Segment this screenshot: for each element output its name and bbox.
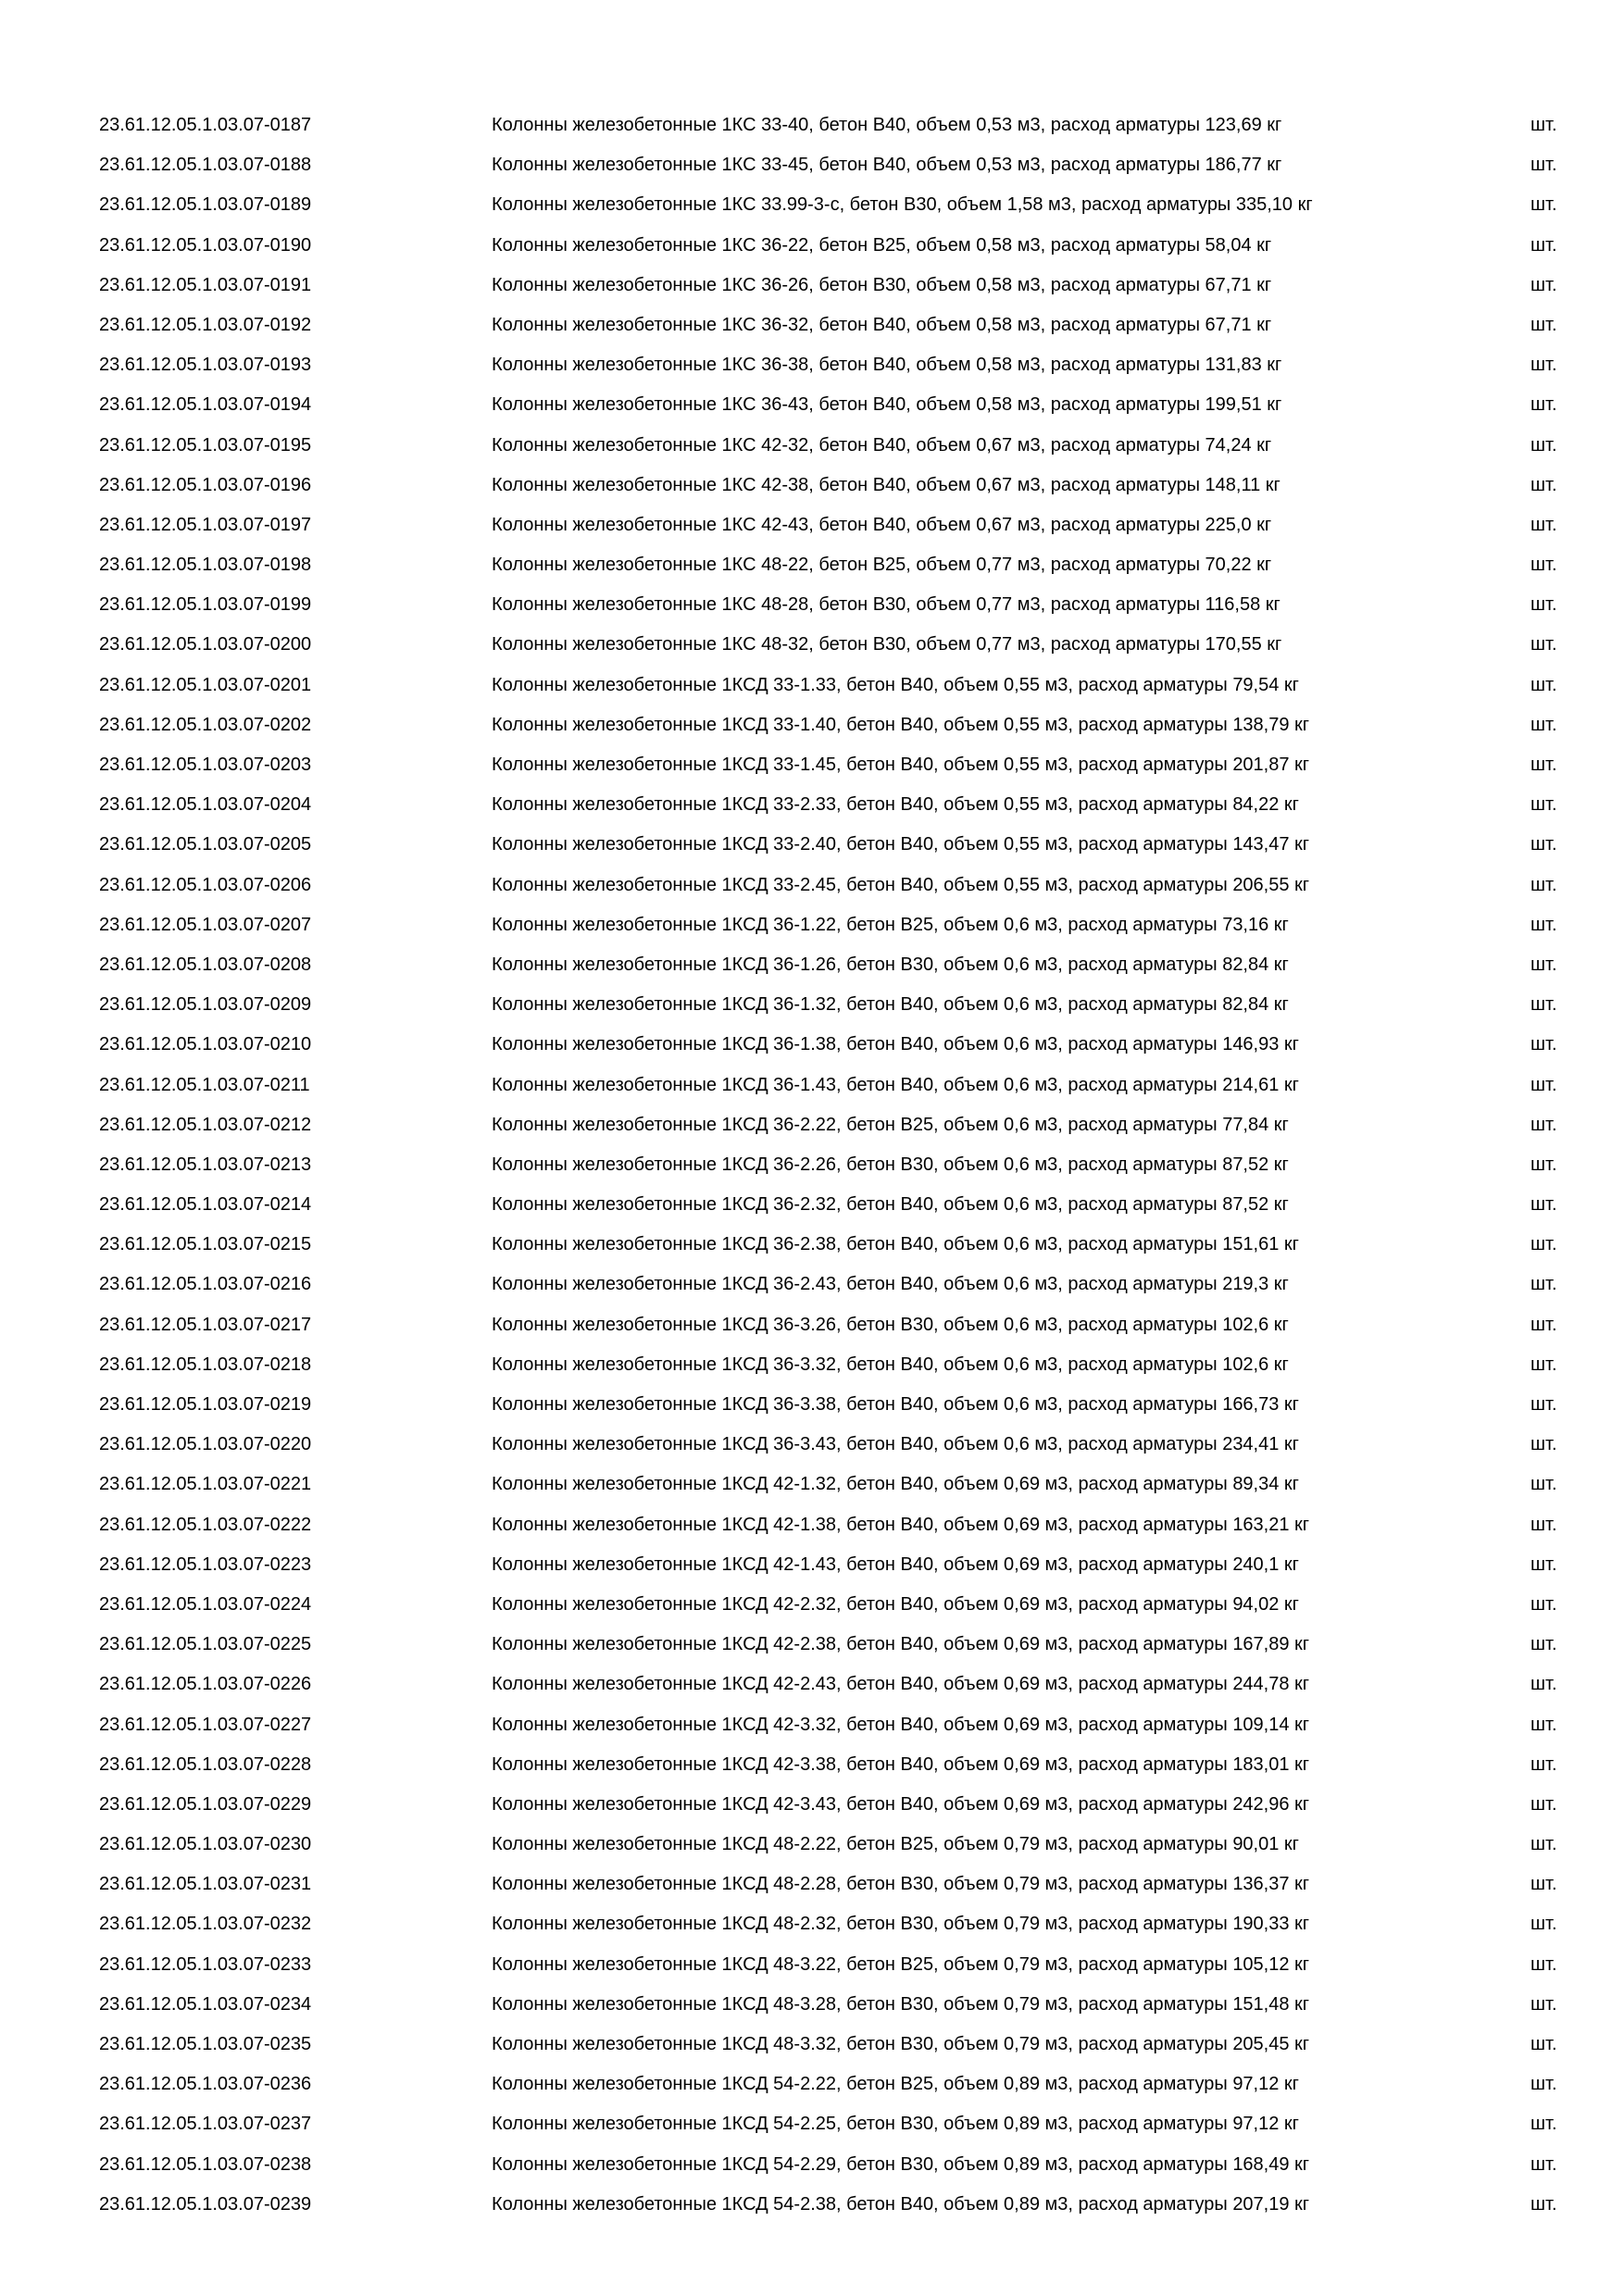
unit-of-measure: шт. [1530,994,1557,1016]
resource-code: 23.61.12.05.1.03.07-0239 [99,2193,312,2215]
table-row [0,1105,1624,1145]
resource-code: 23.61.12.05.1.03.07-0216 [99,1274,312,1295]
resource-code: 23.61.12.05.1.03.07-0233 [99,1953,312,1975]
unit-of-measure: шт. [1530,115,1557,135]
resource-name: Колонны железобетонные 1КС 42-32, бетон В40, объем 0,67 м3, расход арматуры 74,24 кг [492,434,1272,455]
resource-name: Колонны железобетонные 1КСД 36-1.32, бетон В40, объем 0,6 м3, расход арматуры 82,84 кг [492,994,1289,1016]
resource-code: 23.61.12.05.1.03.07-0235 [99,2034,312,2054]
resource-code: 23.61.12.05.1.03.07-0209 [99,994,312,1016]
table-row [0,345,1624,385]
unit-of-measure: шт. [1530,1914,1557,1935]
unit-of-measure: шт. [1530,1554,1557,1575]
unit-of-measure: шт. [1530,874,1557,895]
table-row [0,466,1624,505]
resource-code: 23.61.12.05.1.03.07-0189 [99,194,312,216]
resource-name: Колонны железобетонные 1КСД 33-2.33, бетон В40, объем 0,55 м3, расход арматуры 84,22 кг [492,794,1299,816]
table-row [0,226,1624,266]
unit-of-measure: шт. [1530,1434,1557,1455]
resource-name: Колонны железобетонные 1КСД 36-3.43, бетон В40, объем 0,6 м3, расход арматуры 234,41 кг [492,1434,1299,1455]
unit-of-measure: шт. [1530,1154,1557,1175]
unit-of-measure: шт. [1530,1074,1557,1095]
table-row [0,1985,1624,2025]
resource-name: Колонны железобетонные 1КС 36-26, бетон В30, объем 0,58 м3, расход арматуры 67,71 кг [492,274,1272,295]
table-row [0,1505,1624,1545]
unit-of-measure: шт. [1530,2193,1557,2215]
resource-code: 23.61.12.05.1.03.07-0218 [99,1354,312,1375]
resource-name: Колонны железобетонные 1КСД 33-2.40, бетон В40, объем 0,55 м3, расход арматуры 143,47 кг [492,834,1310,855]
table-row [0,1904,1624,1944]
resource-code: 23.61.12.05.1.03.07-0238 [99,2153,312,2175]
table-row [0,1785,1624,1825]
resource-name: Колонны железобетонные 1КС 36-43, бетон В40, объем 0,58 м3, расход арматуры 199,51 кг [492,394,1282,416]
unit-of-measure: шт. [1530,1514,1557,1535]
resource-name: Колонны железобетонные 1КС 42-38, бетон В40, объем 0,67 м3, расход арматуры 148,11 кг [492,474,1280,495]
resource-name: Колонны железобетонные 1КСД 48-3.28, бетон В30, объем 0,79 м3, расход арматуры 151,48 кг [492,1993,1310,2015]
unit-of-measure: шт. [1530,755,1557,775]
table-row [0,825,1624,865]
resource-code: 23.61.12.05.1.03.07-0230 [99,1834,312,1855]
table-row [0,505,1624,545]
resource-name: Колонны железобетонные 1КСД 42-3.43, бетон В40, объем 0,69 м3, расход арматуры 242,96 кг [492,1793,1310,1815]
unit-of-measure: шт. [1530,555,1557,576]
resource-name: Колонны железобетонные 1КСД 36-2.43, бетон В40, объем 0,6 м3, расход арматуры 219,3 кг [492,1274,1289,1295]
unit-of-measure: шт. [1530,434,1557,455]
unit-of-measure: шт. [1530,314,1557,335]
table-row [0,1825,1624,1865]
resource-name: Колонны железобетонные 1КСД 42-2.38, бетон В40, объем 0,69 м3, расход арматуры 167,89 кг [492,1634,1310,1655]
table-row [0,1665,1624,1704]
resource-name: Колонны железобетонные 1КС 33-45, бетон В40, объем 0,53 м3, расход арматуры 186,77 кг [492,155,1282,176]
resource-code: 23.61.12.05.1.03.07-0193 [99,355,312,376]
resource-name: Колонны железобетонные 1КСД 36-1.38, бетон В40, объем 0,6 м3, расход арматуры 146,93 кг [492,1034,1299,1055]
unit-of-measure: шт. [1530,1354,1557,1375]
resource-name: Колонны железобетонные 1КСД 33-1.33, бетон В40, объем 0,55 м3, расход арматуры 79,54 кг [492,674,1299,695]
unit-of-measure: шт. [1530,274,1557,295]
unit-of-measure: шт. [1530,634,1557,655]
resource-name: Колонны железобетонные 1КСД 36-3.26, бетон В30, объем 0,6 м3, расход арматуры 102,6 кг [492,1314,1289,1335]
resource-name: Колонны железобетонные 1КС 48-22, бетон В25, объем 0,77 м3, расход арматуры 70,22 кг [492,555,1272,576]
resource-name: Колонны железобетонные 1КСД 36-2.32, бетон В40, объем 0,6 м3, расход арматуры 87,52 кг [492,1194,1289,1216]
resource-code: 23.61.12.05.1.03.07-0210 [99,1034,312,1055]
resource-name: Колонны железобетонные 1КСД 42-2.43, бетон В40, объем 0,69 м3, расход арматуры 244,78 кг [492,1674,1310,1695]
resource-code: 23.61.12.05.1.03.07-0190 [99,234,312,256]
resource-name: Колонны железобетонные 1КСД 33-1.45, бетон В40, объем 0,55 м3, расход арматуры 201,87 кг [492,755,1310,775]
resource-name: Колонны железобетонные 1КСД 42-1.32, бетон В40, объем 0,69 м3, расход арматуры 89,34 кг [492,1474,1299,1495]
table-row [0,266,1624,306]
resource-code: 23.61.12.05.1.03.07-0234 [99,1993,312,2015]
resource-code: 23.61.12.05.1.03.07-0200 [99,634,312,655]
unit-of-measure: шт. [1530,474,1557,495]
resource-code: 23.61.12.05.1.03.07-0199 [99,594,312,616]
resource-code: 23.61.12.05.1.03.07-0195 [99,434,312,455]
resource-name: Колонны железобетонные 1КСД 48-2.28, бетон В30, объем 0,79 м3, расход арматуры 136,37 кг [492,1874,1310,1895]
resource-name: Колонны железобетонные 1КСД 48-3.22, бетон В25, объем 0,79 м3, расход арматуры 105,12 кг [492,1953,1310,1975]
resource-name: Колонны железобетонные 1КСД 54-2.38, бетон В40, объем 0,89 м3, расход арматуры 207,19 кг [492,2193,1310,2215]
unit-of-measure: шт. [1530,914,1557,935]
table-row [0,745,1624,785]
resource-code: 23.61.12.05.1.03.07-0196 [99,474,312,495]
table-row [0,1625,1624,1665]
table-row [0,426,1624,466]
table-row [0,385,1624,425]
table-row [0,785,1624,825]
resource-code: 23.61.12.05.1.03.07-0204 [99,794,312,816]
resource-code: 23.61.12.05.1.03.07-0211 [99,1074,310,1095]
resource-code: 23.61.12.05.1.03.07-0223 [99,1554,312,1575]
table-row [0,1025,1624,1065]
resource-name: Колонны железобетонные 1КСД 33-2.45, бетон В40, объем 0,55 м3, расход арматуры 206,55 кг [492,874,1310,895]
table-row [0,705,1624,745]
resource-code: 23.61.12.05.1.03.07-0224 [99,1593,312,1615]
resource-code: 23.61.12.05.1.03.07-0222 [99,1514,312,1535]
unit-of-measure: шт. [1530,2153,1557,2175]
resource-code: 23.61.12.05.1.03.07-0231 [99,1874,312,1895]
resource-code: 23.61.12.05.1.03.07-0213 [99,1154,312,1175]
table-row [0,2185,1624,2225]
table-row [0,1185,1624,1225]
unit-of-measure: шт. [1530,2034,1557,2054]
price-list-table [0,106,1624,2225]
resource-code: 23.61.12.05.1.03.07-0188 [99,155,312,176]
resource-name: Колонны железобетонные 1КСД 36-1.22, бетон В25, объем 0,6 м3, расход арматуры 73,16 кг [492,914,1289,935]
resource-name: Колонны железобетонные 1КСД 54-2.29, бетон В30, объем 0,89 м3, расход арматуры 168,49 кг [492,2153,1310,2175]
resource-name: Колонны железобетонные 1КСД 42-1.38, бетон В40, объем 0,69 м3, расход арматуры 163,21 кг [492,1514,1310,1535]
table-row [0,666,1624,705]
unit-of-measure: шт. [1530,1034,1557,1055]
unit-of-measure: шт. [1530,1674,1557,1695]
resource-name: Колонны железобетонные 1КСД 36-2.22, бетон В25, объем 0,6 м3, расход арматуры 77,84 кг [492,1114,1289,1135]
resource-code: 23.61.12.05.1.03.07-0198 [99,555,312,576]
unit-of-measure: шт. [1530,1593,1557,1615]
resource-code: 23.61.12.05.1.03.07-0206 [99,874,312,895]
table-row [0,985,1624,1025]
table-row [0,545,1624,585]
resource-name: Колонны железобетонные 1КС 33.99-3-с, бетон В30, объем 1,58 м3, расход арматуры 335,10 кг [492,194,1313,216]
table-row [0,1385,1624,1425]
unit-of-measure: шт. [1530,355,1557,376]
unit-of-measure: шт. [1530,1234,1557,1255]
table-row [0,306,1624,345]
resource-code: 23.61.12.05.1.03.07-0191 [99,274,312,295]
table-row [0,1265,1624,1304]
table-row [0,1225,1624,1265]
resource-name: Колонны железобетонные 1КСД 54-2.22, бетон В25, объем 0,89 м3, расход арматуры 97,12 кг [492,2074,1299,2095]
table-row [0,1066,1624,1105]
resource-code: 23.61.12.05.1.03.07-0221 [99,1474,312,1495]
resource-code: 23.61.12.05.1.03.07-0236 [99,2074,312,2095]
resource-name: Колонны железобетонные 1КСД 48-2.32, бетон В30, объем 0,79 м3, расход арматуры 190,33 кг [492,1914,1310,1935]
resource-name: Колонны железобетонные 1КС 42-43, бетон В40, объем 0,67 м3, расход арматуры 225,0 кг [492,514,1272,535]
resource-code: 23.61.12.05.1.03.07-0237 [99,2114,312,2135]
resource-code: 23.61.12.05.1.03.07-0232 [99,1914,312,1935]
table-row [0,1545,1624,1585]
resource-code: 23.61.12.05.1.03.07-0227 [99,1714,312,1735]
table-row [0,1945,1624,1985]
table-row [0,905,1624,945]
table-row [0,1585,1624,1625]
unit-of-measure: шт. [1530,1194,1557,1216]
resource-name: Колонны железобетонные 1КСД 42-3.32, бетон В40, объем 0,69 м3, расход арматуры 109,14 кг [492,1714,1310,1735]
table-row [0,2145,1624,2185]
unit-of-measure: шт. [1530,1314,1557,1335]
resource-name: Колонны железобетонные 1КСД 36-2.26, бетон В30, объем 0,6 м3, расход арматуры 87,52 кг [492,1154,1289,1175]
resource-name: Колонны железобетонные 1КСД 36-3.32, бетон В40, объем 0,6 м3, расход арматуры 102,6 кг [492,1354,1289,1375]
table-row [0,1305,1624,1345]
unit-of-measure: шт. [1530,1474,1557,1495]
unit-of-measure: шт. [1530,714,1557,735]
table-row [0,1145,1624,1185]
unit-of-measure: шт. [1530,2074,1557,2095]
resource-name: Колонны железобетонные 1КСД 36-2.38, бетон В40, объем 0,6 м3, расход арматуры 151,61 кг [492,1234,1299,1255]
resource-code: 23.61.12.05.1.03.07-0214 [99,1194,312,1216]
resource-name: Колонны железобетонные 1КСД 36-1.43, бетон В40, объем 0,6 м3, расход арматуры 214,61 кг [492,1074,1299,1095]
resource-code: 23.61.12.05.1.03.07-0205 [99,834,312,855]
table-row [0,585,1624,625]
resource-code: 23.61.12.05.1.03.07-0201 [99,674,312,695]
resource-code: 23.61.12.05.1.03.07-0219 [99,1394,312,1415]
unit-of-measure: шт. [1530,1274,1557,1295]
table-row [0,1425,1624,1465]
unit-of-measure: шт. [1530,394,1557,416]
resource-code: 23.61.12.05.1.03.07-0202 [99,714,312,735]
unit-of-measure: шт. [1530,1953,1557,1975]
resource-name: Колонны железобетонные 1КС 48-32, бетон В30, объем 0,77 м3, расход арматуры 170,55 кг [492,634,1282,655]
resource-name: Колонны железобетонные 1КС 36-38, бетон В40, объем 0,58 м3, расход арматуры 131,83 кг [492,355,1282,376]
unit-of-measure: шт. [1530,594,1557,616]
resource-code: 23.61.12.05.1.03.07-0203 [99,755,312,775]
unit-of-measure: шт. [1530,674,1557,695]
resource-code: 23.61.12.05.1.03.07-0208 [99,954,312,975]
resource-name: Колонны железобетонные 1КСД 48-2.22, бетон В25, объем 0,79 м3, расход арматуры 90,01 кг [492,1834,1299,1855]
table-row [0,2065,1624,2104]
unit-of-measure: шт. [1530,794,1557,816]
unit-of-measure: шт. [1530,1874,1557,1895]
table-row [0,145,1624,185]
table-row [0,106,1624,145]
unit-of-measure: шт. [1530,1753,1557,1775]
table-row [0,185,1624,225]
resource-name: Колонны железобетонные 1КСД 36-3.38, бетон В40, объем 0,6 м3, расход арматуры 166,73 кг [492,1394,1299,1415]
unit-of-measure: шт. [1530,2114,1557,2135]
unit-of-measure: шт. [1530,1634,1557,1655]
resource-name: Колонны железобетонные 1КСД 33-1.40, бетон В40, объем 0,55 м3, расход арматуры 138,79 кг [492,714,1310,735]
resource-name: Колонны железобетонные 1КСД 42-3.38, бетон В40, объем 0,69 м3, расход арматуры 183,01 кг [492,1753,1310,1775]
unit-of-measure: шт. [1530,1394,1557,1415]
table-row [0,1865,1624,1904]
table-row [0,1705,1624,1745]
resource-name: Колонны железобетонные 1КС 48-28, бетон В30, объем 0,77 м3, расход арматуры 116,58 кг [492,594,1280,616]
resource-code: 23.61.12.05.1.03.07-0215 [99,1234,312,1255]
unit-of-measure: шт. [1530,514,1557,535]
unit-of-measure: шт. [1530,194,1557,216]
unit-of-measure: шт. [1530,1793,1557,1815]
resource-name: Колонны железобетонные 1КСД 42-1.43, бетон В40, объем 0,69 м3, расход арматуры 240,1 кг [492,1554,1299,1575]
table-row [0,1745,1624,1785]
resource-name: Колонны железобетонные 1КСД 48-3.32, бетон В30, объем 0,79 м3, расход арматуры 205,45 кг [492,2034,1310,2054]
resource-name: Колонны железобетонные 1КСД 54-2.25, бетон В30, объем 0,89 м3, расход арматуры 97,12 кг [492,2114,1299,2135]
resource-code: 23.61.12.05.1.03.07-0192 [99,314,312,335]
resource-code: 23.61.12.05.1.03.07-0220 [99,1434,312,1455]
unit-of-measure: шт. [1530,155,1557,176]
resource-name: Колонны железобетонные 1КС 36-22, бетон В25, объем 0,58 м3, расход арматуры 58,04 кг [492,234,1272,256]
resource-code: 23.61.12.05.1.03.07-0226 [99,1674,312,1695]
resource-code: 23.61.12.05.1.03.07-0207 [99,914,312,935]
unit-of-measure: шт. [1530,834,1557,855]
unit-of-measure: шт. [1530,1114,1557,1135]
unit-of-measure: шт. [1530,954,1557,975]
resource-code: 23.61.12.05.1.03.07-0225 [99,1634,312,1655]
table-row [0,866,1624,905]
resource-code: 23.61.12.05.1.03.07-0197 [99,514,312,535]
unit-of-measure: шт. [1530,1834,1557,1855]
resource-name: Колонны железобетонные 1КС 36-32, бетон В40, объем 0,58 м3, расход арматуры 67,71 кг [492,314,1272,335]
unit-of-measure: шт. [1530,234,1557,256]
unit-of-measure: шт. [1530,1993,1557,2015]
unit-of-measure: шт. [1530,1714,1557,1735]
resource-code: 23.61.12.05.1.03.07-0187 [99,115,312,135]
resource-code: 23.61.12.05.1.03.07-0228 [99,1753,312,1775]
table-row [0,945,1624,985]
resource-code: 23.61.12.05.1.03.07-0194 [99,394,312,416]
resource-name: Колонны железобетонные 1КСД 36-1.26, бетон В30, объем 0,6 м3, расход арматуры 82,84 кг [492,954,1289,975]
table-row [0,1345,1624,1385]
resource-code: 23.61.12.05.1.03.07-0212 [99,1114,312,1135]
table-row [0,1465,1624,1504]
table-row [0,2025,1624,2065]
table-row [0,2104,1624,2144]
resource-code: 23.61.12.05.1.03.07-0229 [99,1793,312,1815]
resource-name: Колонны железобетонные 1КСД 42-2.32, бетон В40, объем 0,69 м3, расход арматуры 94,02 кг [492,1593,1299,1615]
table-row [0,625,1624,665]
resource-name: Колонны железобетонные 1КС 33-40, бетон В40, объем 0,53 м3, расход арматуры 123,69 кг [492,115,1282,135]
resource-code: 23.61.12.05.1.03.07-0217 [99,1314,312,1335]
